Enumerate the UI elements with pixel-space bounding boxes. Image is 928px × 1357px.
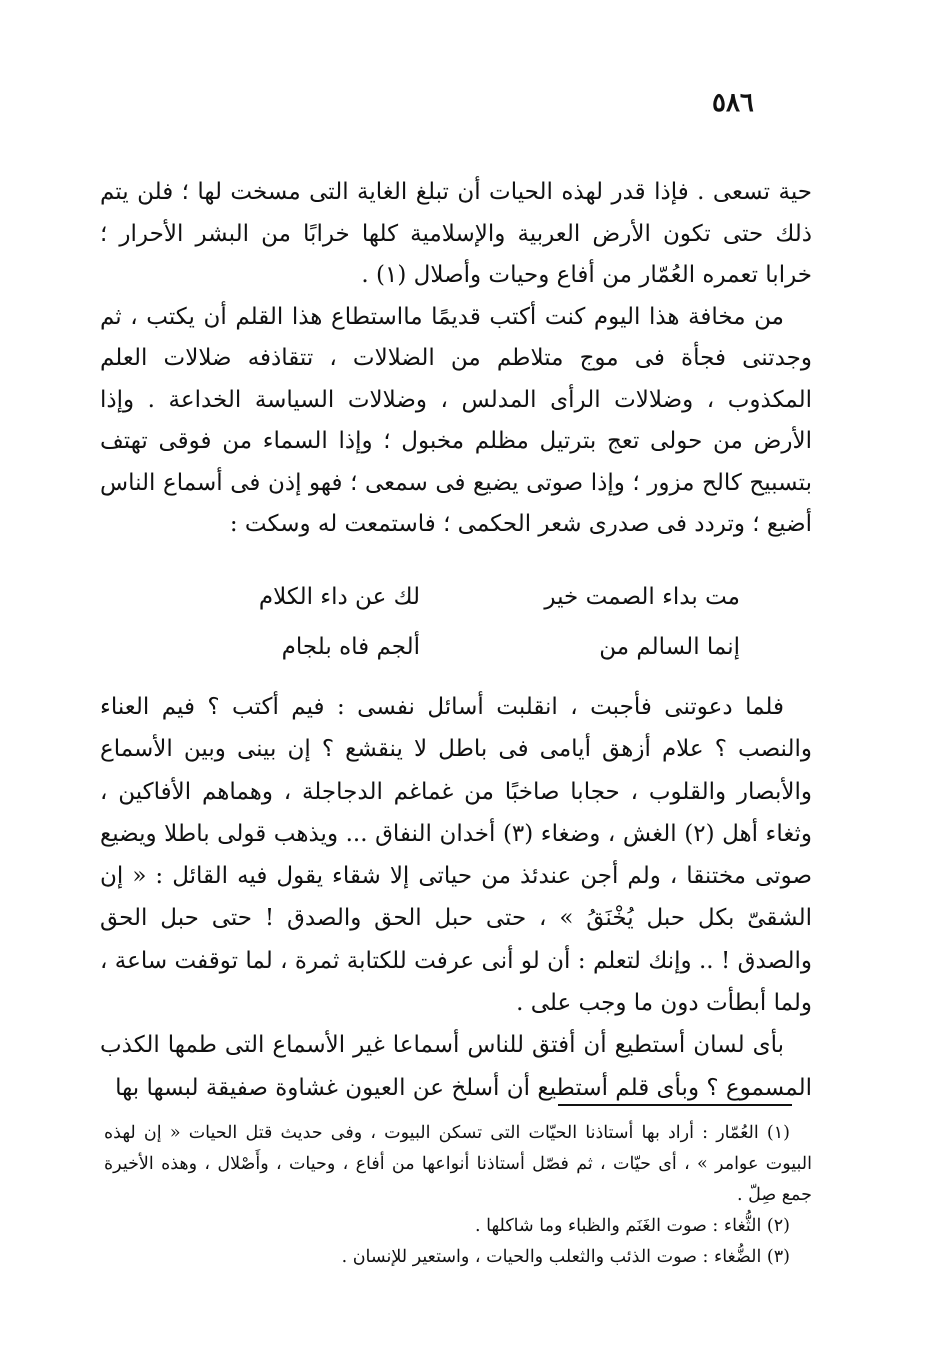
paragraph: من مخافة هذا اليوم كنت أكتب قديمًا مااستطاع هذا القلم أن يكتب ، ثم وجدتنى فجأة فى موج متلاطم من الضلالات ، تتقاذفه ضلالات العلم المكذوب ، وضلالات الرأى المدلس ، وضلالات السياسة الخداعة . وإذا الأرض من حولى تعج بترتيل مظلم مخبول ؛ وإذا السماء من فوقى تهتف بتسبيح كالح مزور ؛ وإذا صوتى يضيع فى سمعى ؛ فهو إذن فى أسماع الناس أضيع ؛ وتردد فى صدرى شعر الحكمى ؛ فاستمعت له وسكت : [100,303,812,537]
verse-second-hemistich: لك عن داء الكلام [258,584,420,610]
main-text-lower [100,686,812,1109]
footnote: (٢) الثُّغاء : صوت الغَنَم والظباء وما شاكلها . [475,1216,790,1236]
poem-verse [160,572,740,672]
paragraph: بأى لسان أستطيع أن أفتق للناس أسماعا غير الأسماع التى طمها الكذب المسموع ؟ وبأى قلم أستطيع أن أسلخ عن العيون غشاوة صفيقة لبسها بها [100,1032,812,1101]
paragraph: حية تسعى . فإذا قدر لهذه الحيات أن تبلغ الغاية التى مسخت لها ؛ فلن يتم ذلك حتى تكون الأرض العربية والإسلامية كلها خرابًا من البشر الأحرار ؛ خرابا تعمره العُمّار من أفاع وحيات وأصلال (١) . [100,179,812,288]
main-text-upper [100,172,812,546]
verse-line [160,572,740,622]
footnotes [104,1118,812,1273]
paragraph: فلما دعوتنى فأجبت ، انقلبت أسائل نفسى : فيم أكتب ؟ فيم العناء والنصب ؟ علام أزهق أيامى فى باطل لا ينقشع ؟ إن بينى وبين الأسماع والأبصار والقلوب ، حجابا صاخبًا من غماغم الدجاجلة ، وهماهم الأفاكين ، وثغاء أهل (٢) الغش ، وضغاء (٣) أخدان النفاق ... ويذهب قولى باطلا ويضيع صوتى مختنقا ، ولم أجن عندئذ من حياتى إلا شقاء يقول فيه القائل : « إن الشقىّ بكل حبل يُخْنَقُ » ، حتى حبل الحق والصدق ! حتى حبل الحق والصدق ! .. وإنك لتعلم : أن لو أنى عرفت للكتابة ثمرة ، لما توقفت ساعة ، ولما أبطأت دون ما وجب على . [100,694,812,1017]
footnote: (١) العُمّار : أراد بها أستاذنا الحيّات التى تسكن البيوت ، وفى حديث قتل الحيات « إن لهذه البيوت عوامر » ، أى حيّات ، ثم فصّل أستاذنا أنواعها من أفاع ، وحيات ، وأَصْلال ، وهذه الأخيرة جمع صِلّ . [104,1123,812,1205]
verse-second-hemistich: ألجم فاه بلجام [281,634,420,660]
verse-line [160,622,740,672]
page-number: ٥٨٦ [712,88,754,118]
footnote-separator [558,1104,792,1106]
footnote: (٣) الضُّغاء : صوت الذئب والثعلب والحيات ، واستعير للإنسان . [341,1247,790,1267]
verse-first-hemistich: مت بداء الصمت خير [544,584,740,610]
verse-first-hemistich: إنما السالم من [599,634,740,660]
